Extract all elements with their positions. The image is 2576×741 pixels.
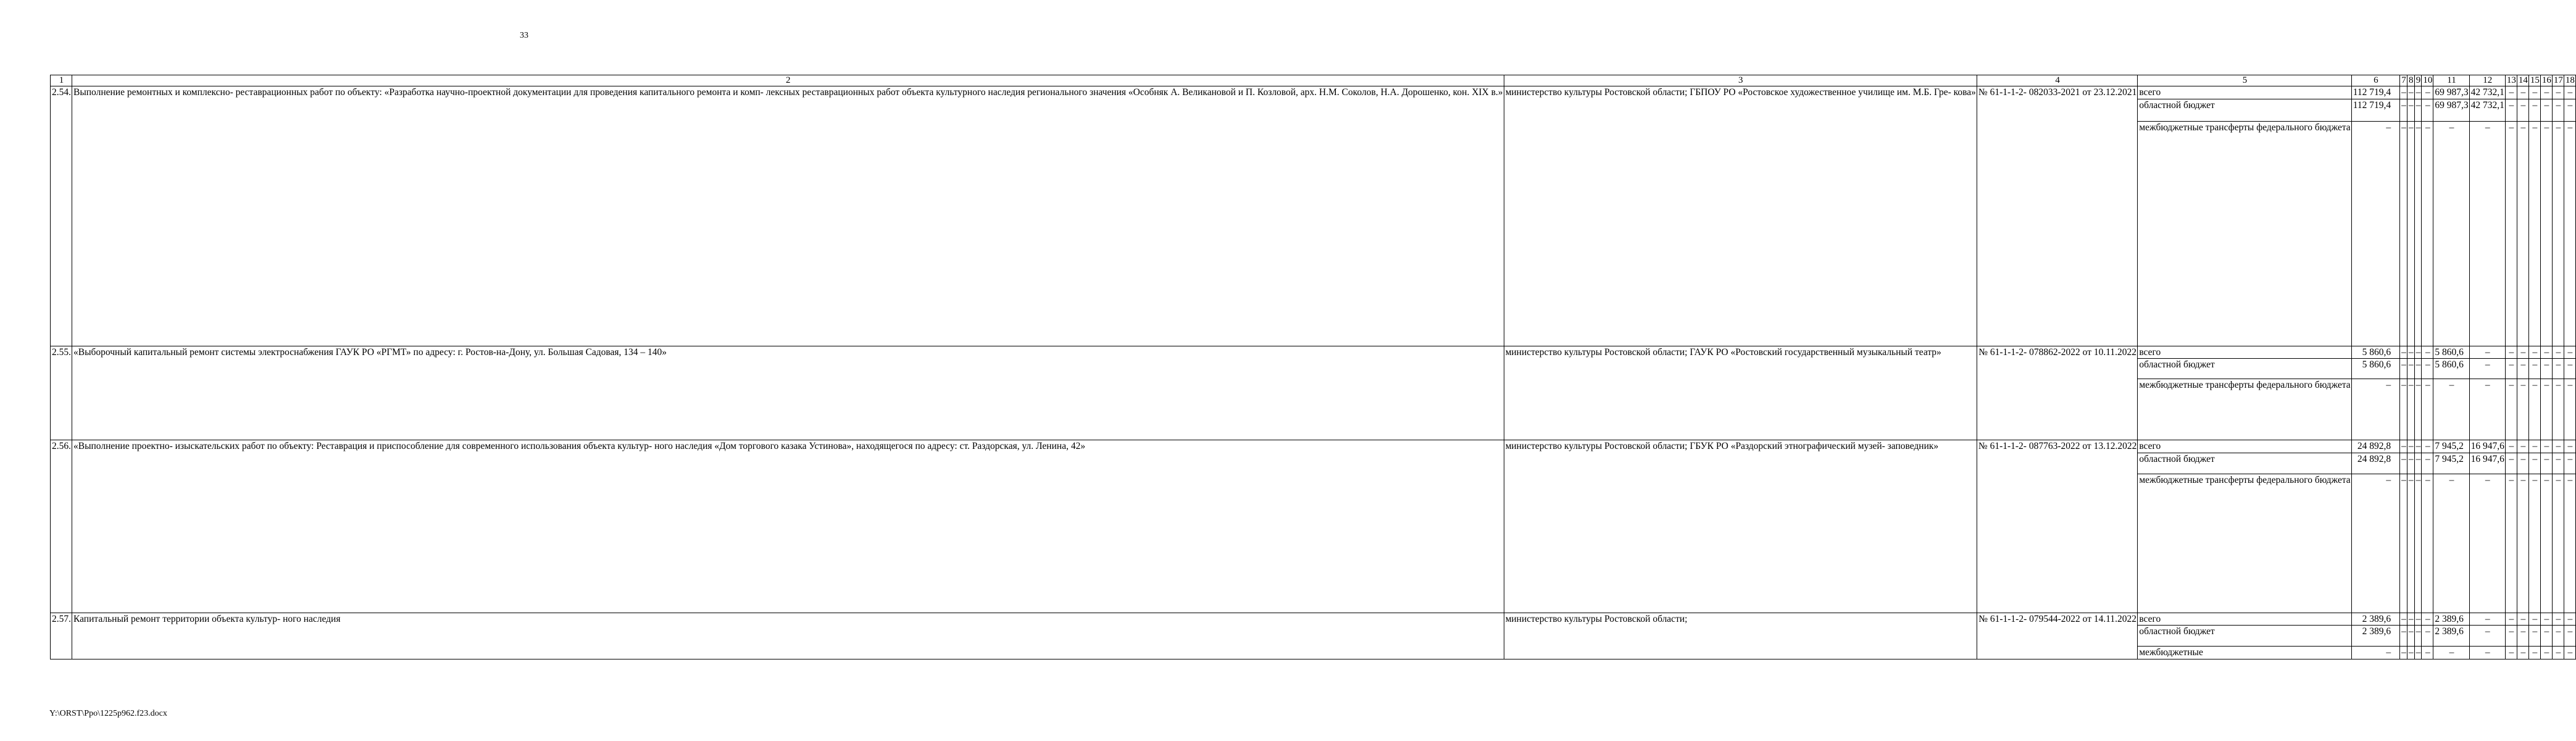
value-col-6: 112 719,4 bbox=[2351, 99, 2399, 121]
value-col-15: – bbox=[2528, 613, 2540, 626]
column-number-17: 17 bbox=[2552, 75, 2564, 86]
item-organization: министерство культуры Ростовской области; ГАУК РО «Ростовский государственный музыкальный театр» bbox=[1504, 346, 1977, 440]
value-col-12: – bbox=[2469, 379, 2505, 440]
value-col-11: – bbox=[2433, 121, 2469, 346]
funding-source: межбюджетные трансферты федерального бюджета bbox=[2138, 379, 2351, 440]
value-col-15: – bbox=[2528, 474, 2540, 613]
value-col-17: – bbox=[2552, 474, 2564, 613]
page-number: 33 bbox=[520, 31, 528, 40]
value-col-6: 2 389,6 bbox=[2351, 613, 2399, 626]
value-col-6: 112 719,4 bbox=[2351, 86, 2399, 99]
value-col-14: – bbox=[2517, 121, 2528, 346]
value-col-12: – bbox=[2469, 474, 2505, 613]
value-col-12: – bbox=[2469, 359, 2505, 379]
value-col-11: 69 987,3 bbox=[2433, 99, 2469, 121]
value-col-15: – bbox=[2528, 379, 2540, 440]
value-col-17: – bbox=[2552, 99, 2564, 121]
value-col-9: – bbox=[2414, 86, 2422, 99]
value-col-15: – bbox=[2528, 440, 2540, 453]
value-col-13: – bbox=[2505, 121, 2517, 346]
value-col-11: – bbox=[2433, 474, 2469, 613]
value-col-13: – bbox=[2505, 359, 2517, 379]
value-col-13: – bbox=[2505, 626, 2517, 647]
value-col-17: – bbox=[2552, 440, 2564, 453]
funding-source: всего bbox=[2138, 346, 2351, 359]
value-col-14: – bbox=[2517, 359, 2528, 379]
value-col-18: – bbox=[2564, 359, 2575, 379]
value-col-15: – bbox=[2528, 647, 2540, 659]
value-col-13: – bbox=[2505, 647, 2517, 659]
value-col-8: – bbox=[2407, 626, 2414, 647]
value-col-15: – bbox=[2528, 359, 2540, 379]
column-number-16: 16 bbox=[2540, 75, 2552, 86]
value-col-14: – bbox=[2517, 647, 2528, 659]
value-col-14: – bbox=[2517, 474, 2528, 613]
value-col-10: – bbox=[2422, 453, 2433, 474]
column-number-1: 1 bbox=[51, 75, 72, 86]
value-col-18: – bbox=[2564, 647, 2575, 659]
funding-source: межбюджетные трансферты федерального бюджета bbox=[2138, 474, 2351, 613]
value-col-18: – bbox=[2564, 346, 2575, 359]
item-organization: министерство культуры Ростовской области; ГБПОУ РО «Ростовское художественное училище им. М.Б. Гре- кова» bbox=[1504, 86, 1977, 346]
value-col-11: 2 389,6 bbox=[2433, 626, 2469, 647]
column-number-9: 9 bbox=[2414, 75, 2422, 86]
value-col-9: – bbox=[2414, 647, 2422, 659]
value-col-17: – bbox=[2552, 613, 2564, 626]
item-contract: № 61-1-1-2- 079544-2022 от 14.11.2022 bbox=[1977, 613, 2137, 659]
column-number-18: 18 bbox=[2564, 75, 2575, 86]
value-col-10: – bbox=[2422, 359, 2433, 379]
value-col-12: – bbox=[2469, 647, 2505, 659]
value-col-8: – bbox=[2407, 440, 2414, 453]
value-col-10: – bbox=[2422, 440, 2433, 453]
value-col-7: – bbox=[2400, 474, 2407, 613]
value-col-8: – bbox=[2407, 613, 2414, 626]
value-col-13: – bbox=[2505, 453, 2517, 474]
column-number-14: 14 bbox=[2517, 75, 2528, 86]
value-col-16: – bbox=[2540, 379, 2552, 440]
file-path-footer: Y:\ORST\Ppo\1225p962.f23.docx bbox=[49, 709, 167, 718]
value-col-9: – bbox=[2414, 440, 2422, 453]
item-name: Капитальный ремонт территории объекта культур- ного наследия bbox=[72, 613, 1504, 659]
value-col-17: – bbox=[2552, 359, 2564, 379]
column-number-row bbox=[51, 75, 2576, 86]
value-col-11: 7 945,2 bbox=[2433, 440, 2469, 453]
column-number-8: 8 bbox=[2407, 75, 2414, 86]
funding-source: областной бюджет bbox=[2138, 453, 2351, 474]
value-col-9: – bbox=[2414, 99, 2422, 121]
value-col-14: – bbox=[2517, 613, 2528, 626]
value-col-6: – bbox=[2351, 379, 2399, 440]
item-number: 2.56. bbox=[51, 440, 72, 613]
column-number-2: 2 bbox=[72, 75, 1504, 86]
column-number-7: 7 bbox=[2400, 75, 2407, 86]
value-col-12: 42 732,1 bbox=[2469, 86, 2505, 99]
value-col-13: – bbox=[2505, 99, 2517, 121]
value-col-16: – bbox=[2540, 346, 2552, 359]
value-col-9: – bbox=[2414, 121, 2422, 346]
item-organization: министерство культуры Ростовской области; ГБУК РО «Раздорский этнографический музей- заповедник» bbox=[1504, 440, 1977, 613]
item-number: 2.57. bbox=[51, 613, 72, 659]
value-col-7: – bbox=[2400, 647, 2407, 659]
table-row bbox=[51, 440, 2576, 453]
funding-source: всего bbox=[2138, 86, 2351, 99]
value-col-11: 69 987,3 bbox=[2433, 86, 2469, 99]
value-col-14: – bbox=[2517, 453, 2528, 474]
value-col-14: – bbox=[2517, 379, 2528, 440]
value-col-15: – bbox=[2528, 99, 2540, 121]
value-col-9: – bbox=[2414, 474, 2422, 613]
value-col-10: – bbox=[2422, 86, 2433, 99]
value-col-18: – bbox=[2564, 379, 2575, 440]
value-col-11: 5 860,6 bbox=[2433, 346, 2469, 359]
item-name: «Выполнение проектно- изыскательских работ по объекту: Реставрация и приспособление для современного использования объекта культур- ного наследия «Дом торгового казака Устинова», находящегося по адресу: ст. Раздорская, ул. Ленина, 42» bbox=[72, 440, 1504, 613]
item-name: Выполнение ремонтных и комплексно- реставрационных работ по объекту: «Разработка научно-проектной документации для проведения капитального ремонта и комп- лексных реставрационных работ объекта культурного наследия регионального значения «Особняк А. Великановой и П. Козловой, арх. Н.М. Соколов, Н.А. Дорошенко, кон. XIX в.» bbox=[72, 86, 1504, 346]
item-number: 2.54. bbox=[51, 86, 72, 346]
value-col-10: – bbox=[2422, 647, 2433, 659]
value-col-6: 24 892,8 bbox=[2351, 453, 2399, 474]
value-col-7: – bbox=[2400, 121, 2407, 346]
value-col-18: – bbox=[2564, 626, 2575, 647]
item-contract: № 61-1-1-2- 087763-2022 от 13.12.2022 bbox=[1977, 440, 2137, 613]
value-col-10: – bbox=[2422, 613, 2433, 626]
value-col-8: – bbox=[2407, 359, 2414, 379]
value-col-9: – bbox=[2414, 453, 2422, 474]
value-col-12: – bbox=[2469, 626, 2505, 647]
value-col-17: – bbox=[2552, 379, 2564, 440]
column-number-5: 5 bbox=[2138, 75, 2351, 86]
value-col-13: – bbox=[2505, 474, 2517, 613]
column-number-13: 13 bbox=[2505, 75, 2517, 86]
value-col-15: – bbox=[2528, 86, 2540, 99]
value-col-17: – bbox=[2552, 647, 2564, 659]
value-col-6: 5 860,6 bbox=[2351, 346, 2399, 359]
value-col-8: – bbox=[2407, 121, 2414, 346]
value-col-15: – bbox=[2528, 626, 2540, 647]
funding-source: областной бюджет bbox=[2138, 99, 2351, 121]
value-col-6: – bbox=[2351, 647, 2399, 659]
column-number-3: 3 bbox=[1504, 75, 1977, 86]
value-col-13: – bbox=[2505, 440, 2517, 453]
value-col-14: – bbox=[2517, 440, 2528, 453]
value-col-11: 7 945,2 bbox=[2433, 453, 2469, 474]
value-col-10: – bbox=[2422, 379, 2433, 440]
value-col-11: 5 860,6 bbox=[2433, 359, 2469, 379]
column-number-6: 6 bbox=[2351, 75, 2399, 86]
value-col-8: – bbox=[2407, 99, 2414, 121]
value-col-9: – bbox=[2414, 613, 2422, 626]
value-col-18: – bbox=[2564, 613, 2575, 626]
value-col-18: – bbox=[2564, 440, 2575, 453]
item-contract: № 61-1-1-2- 082033-2021 от 23.12.2021 bbox=[1977, 86, 2137, 346]
value-col-9: – bbox=[2414, 379, 2422, 440]
funding-source: межбюджетные bbox=[2138, 647, 2351, 659]
value-col-7: – bbox=[2400, 346, 2407, 359]
table-row bbox=[51, 346, 2576, 359]
value-col-9: – bbox=[2414, 346, 2422, 359]
funding-source: всего bbox=[2138, 613, 2351, 626]
value-col-14: – bbox=[2517, 626, 2528, 647]
value-col-12: 16 947,6 bbox=[2469, 453, 2505, 474]
value-col-10: – bbox=[2422, 99, 2433, 121]
value-col-6: 2 389,6 bbox=[2351, 626, 2399, 647]
value-col-16: – bbox=[2540, 453, 2552, 474]
item-contract: № 61-1-1-2- 078862-2022 от 10.11.2022 bbox=[1977, 346, 2137, 440]
value-col-14: – bbox=[2517, 346, 2528, 359]
value-col-6: – bbox=[2351, 474, 2399, 613]
value-col-13: – bbox=[2505, 86, 2517, 99]
value-col-8: – bbox=[2407, 453, 2414, 474]
value-col-18: – bbox=[2564, 474, 2575, 613]
value-col-9: – bbox=[2414, 359, 2422, 379]
value-col-7: – bbox=[2400, 626, 2407, 647]
value-col-7: – bbox=[2400, 453, 2407, 474]
value-col-17: – bbox=[2552, 121, 2564, 346]
funding-source: межбюджетные трансферты федерального бюджета bbox=[2138, 121, 2351, 346]
value-col-6: – bbox=[2351, 121, 2399, 346]
column-number-4: 4 bbox=[1977, 75, 2137, 86]
value-col-12: 16 947,6 bbox=[2469, 440, 2505, 453]
value-col-10: – bbox=[2422, 626, 2433, 647]
column-number-11: 11 bbox=[2433, 75, 2469, 86]
value-col-16: – bbox=[2540, 99, 2552, 121]
value-col-11: 2 389,6 bbox=[2433, 613, 2469, 626]
value-col-8: – bbox=[2407, 346, 2414, 359]
value-col-7: – bbox=[2400, 613, 2407, 626]
value-col-7: – bbox=[2400, 359, 2407, 379]
value-col-16: – bbox=[2540, 626, 2552, 647]
value-col-16: – bbox=[2540, 647, 2552, 659]
value-col-11: – bbox=[2433, 379, 2469, 440]
value-col-10: – bbox=[2422, 121, 2433, 346]
value-col-11: – bbox=[2433, 647, 2469, 659]
value-col-6: 24 892,8 bbox=[2351, 440, 2399, 453]
value-col-14: – bbox=[2517, 99, 2528, 121]
column-number-12: 12 bbox=[2469, 75, 2505, 86]
value-col-7: – bbox=[2400, 379, 2407, 440]
value-col-15: – bbox=[2528, 121, 2540, 346]
value-col-16: – bbox=[2540, 359, 2552, 379]
funding-source: всего bbox=[2138, 440, 2351, 453]
value-col-17: – bbox=[2552, 626, 2564, 647]
item-number: 2.55. bbox=[51, 346, 72, 440]
item-organization: министерство культуры Ростовской области; bbox=[1504, 613, 1977, 659]
value-col-16: – bbox=[2540, 613, 2552, 626]
column-number-10: 10 bbox=[2422, 75, 2433, 86]
value-col-10: – bbox=[2422, 474, 2433, 613]
funding-source: областной бюджет bbox=[2138, 626, 2351, 647]
value-col-13: – bbox=[2505, 346, 2517, 359]
value-col-15: – bbox=[2528, 346, 2540, 359]
value-col-16: – bbox=[2540, 440, 2552, 453]
item-name: «Выборочный капитальный ремонт системы электроснабжения ГАУК РО «РГМТ» по адресу: г. Ростов-на-Дону, ул. Большая Садовая, 134 – 140» bbox=[72, 346, 1504, 440]
value-col-13: – bbox=[2505, 613, 2517, 626]
value-col-17: – bbox=[2552, 86, 2564, 99]
column-number-15: 15 bbox=[2528, 75, 2540, 86]
value-col-18: – bbox=[2564, 453, 2575, 474]
table-row bbox=[51, 86, 2576, 99]
value-col-18: – bbox=[2564, 121, 2575, 346]
value-col-9: – bbox=[2414, 626, 2422, 647]
value-col-16: – bbox=[2540, 121, 2552, 346]
value-col-16: – bbox=[2540, 474, 2552, 613]
value-col-12: 42 732,1 bbox=[2469, 99, 2505, 121]
value-col-8: – bbox=[2407, 86, 2414, 99]
funding-source: областной бюджет bbox=[2138, 359, 2351, 379]
value-col-18: – bbox=[2564, 99, 2575, 121]
value-col-12: – bbox=[2469, 613, 2505, 626]
value-col-16: – bbox=[2540, 86, 2552, 99]
value-col-15: – bbox=[2528, 453, 2540, 474]
table-row bbox=[51, 613, 2576, 626]
value-col-7: – bbox=[2400, 99, 2407, 121]
budget-table bbox=[50, 75, 2576, 659]
value-col-13: – bbox=[2505, 379, 2517, 440]
value-col-17: – bbox=[2552, 453, 2564, 474]
value-col-14: – bbox=[2517, 86, 2528, 99]
value-col-6: 5 860,6 bbox=[2351, 359, 2399, 379]
value-col-8: – bbox=[2407, 379, 2414, 440]
value-col-18: – bbox=[2564, 86, 2575, 99]
value-col-17: – bbox=[2552, 346, 2564, 359]
value-col-10: – bbox=[2422, 346, 2433, 359]
value-col-12: – bbox=[2469, 121, 2505, 346]
value-col-12: – bbox=[2469, 346, 2505, 359]
value-col-7: – bbox=[2400, 440, 2407, 453]
value-col-8: – bbox=[2407, 647, 2414, 659]
value-col-8: – bbox=[2407, 474, 2414, 613]
value-col-7: – bbox=[2400, 86, 2407, 99]
